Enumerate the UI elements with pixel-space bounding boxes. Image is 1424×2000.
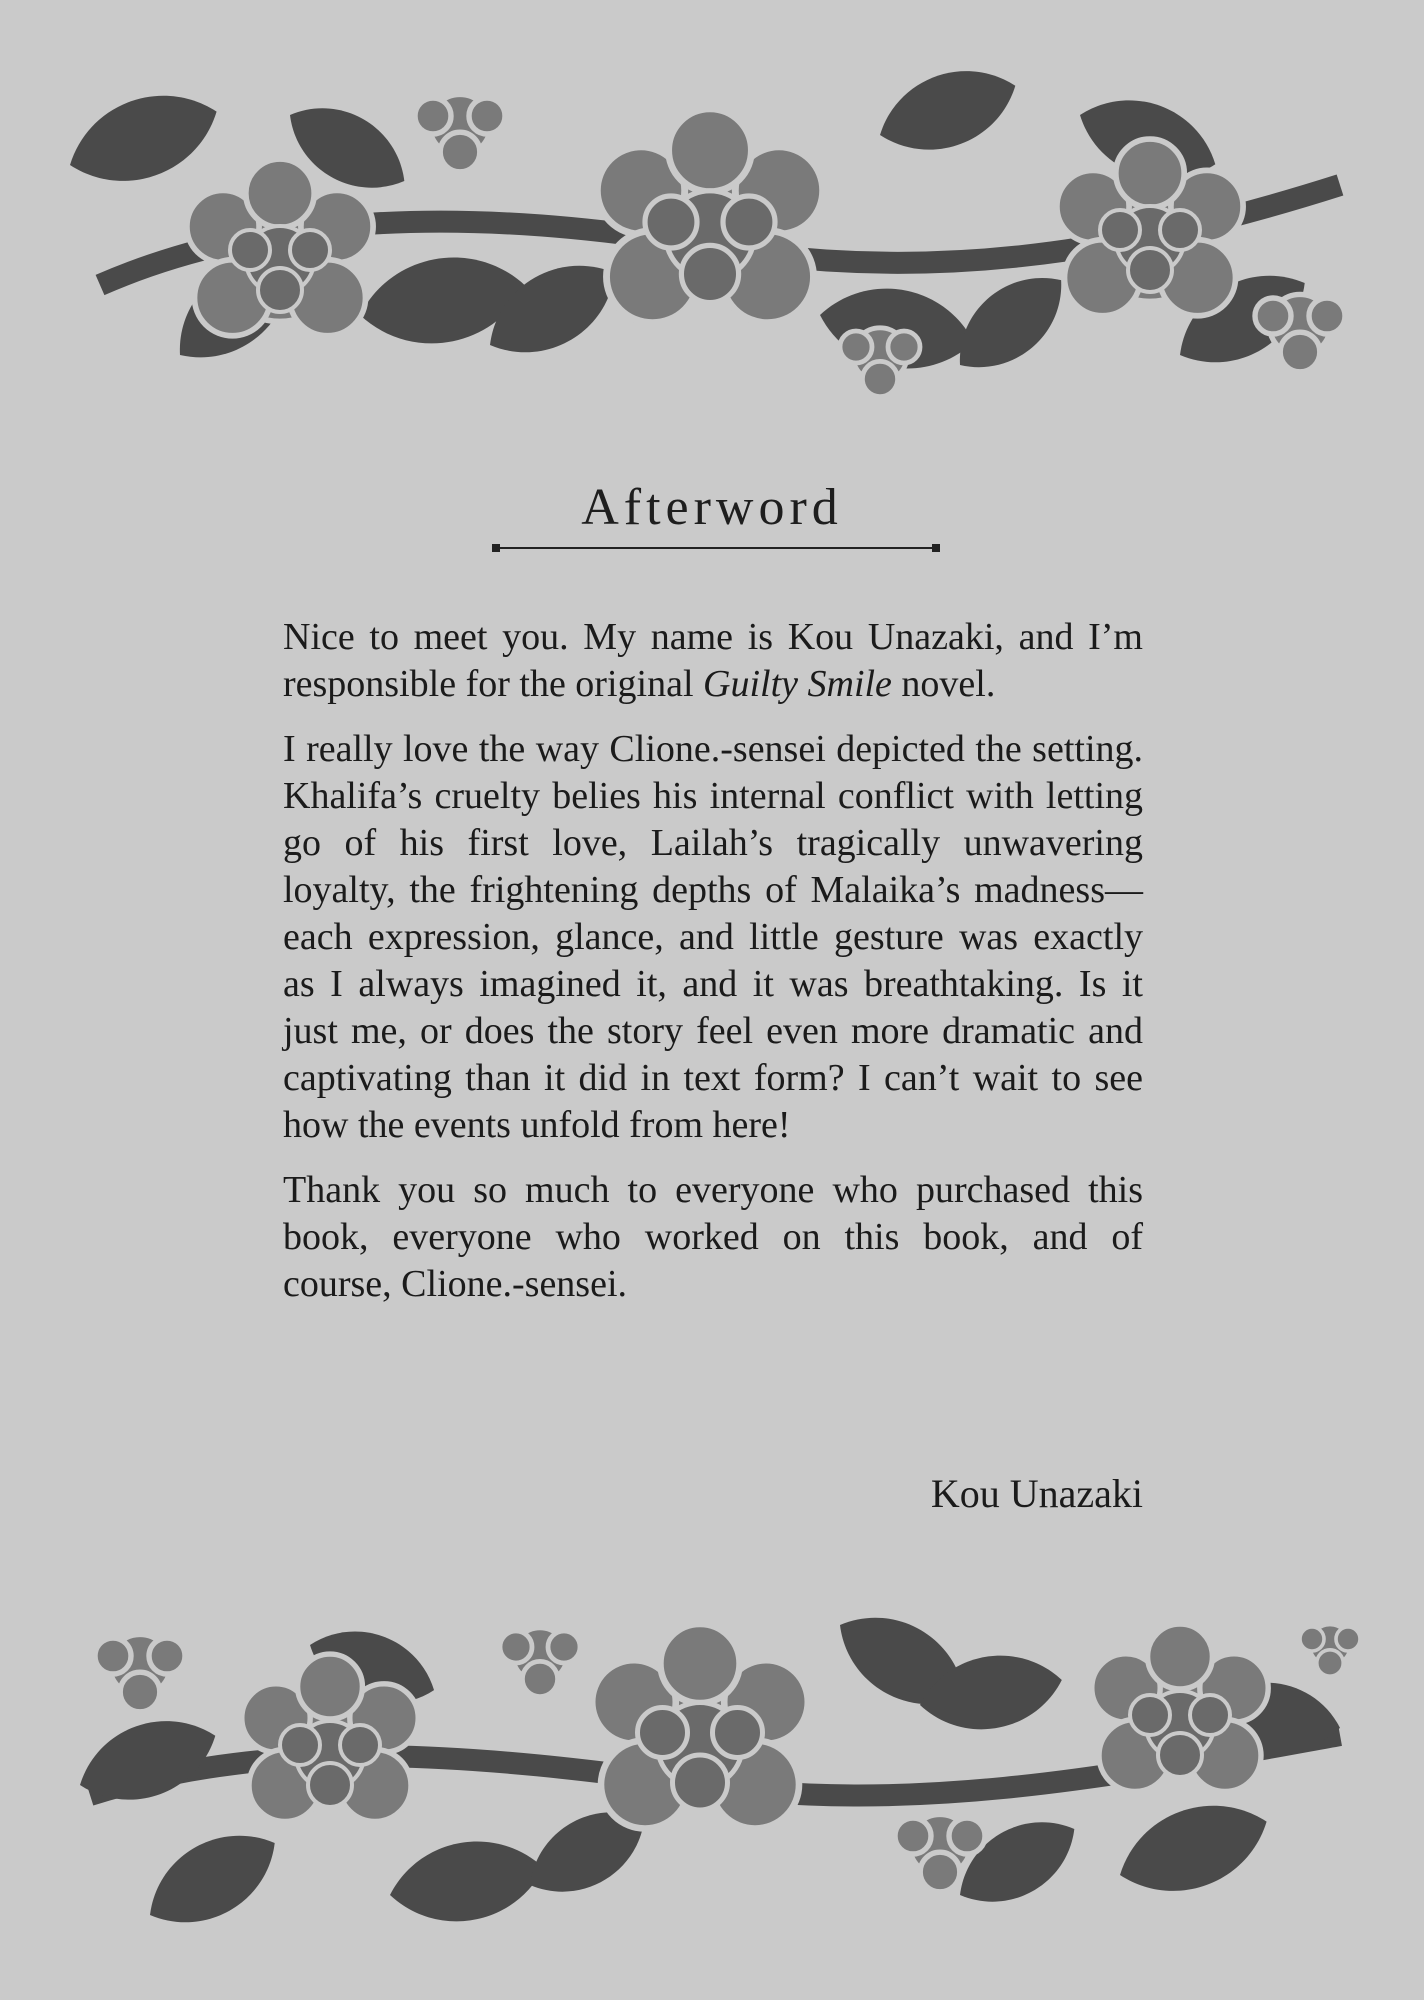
paragraph-3: Thank you so much to everyone who purchased this book, everyone who worked on this book, and of course, Clione.-sensei. <box>283 1169 1143 1305</box>
top-floral-border <box>60 55 1370 415</box>
paragraph-2: I really love the way Clione.-sensei depicted the setting. Khalifa’s cruelty belies his internal conflict with letting go of his first love, Lailah’s tragically unwavering loyalty, the frightening depths of Malaika’s madness—each expression, glance, and little gesture was exactly as I always imagined it, and it was breathtaking. Is it just me, or does the story feel even more dramatic and captivating than it did in text form? I can’t wait to see how the events unfold from here! <box>283 728 1143 1146</box>
paragraph-1-start: Nice to meet you. My name is Kou Unazaki, and I’m responsible for the original <box>283 616 1143 705</box>
afterword-body <box>283 614 1143 1326</box>
title-divider <box>496 547 936 549</box>
bottom-floral-border <box>60 1585 1370 1945</box>
floral-border-art-bottom <box>60 1585 1370 1945</box>
floral-border-art <box>60 55 1370 415</box>
paragraph-1-end: novel. <box>891 663 996 705</box>
page-title: Afterword <box>581 479 843 536</box>
paragraph-1 <box>283 614 1143 708</box>
author-signature: Kou Unazaki <box>930 1471 1143 1516</box>
book-title-italic: Guilty Smile <box>703 663 892 705</box>
